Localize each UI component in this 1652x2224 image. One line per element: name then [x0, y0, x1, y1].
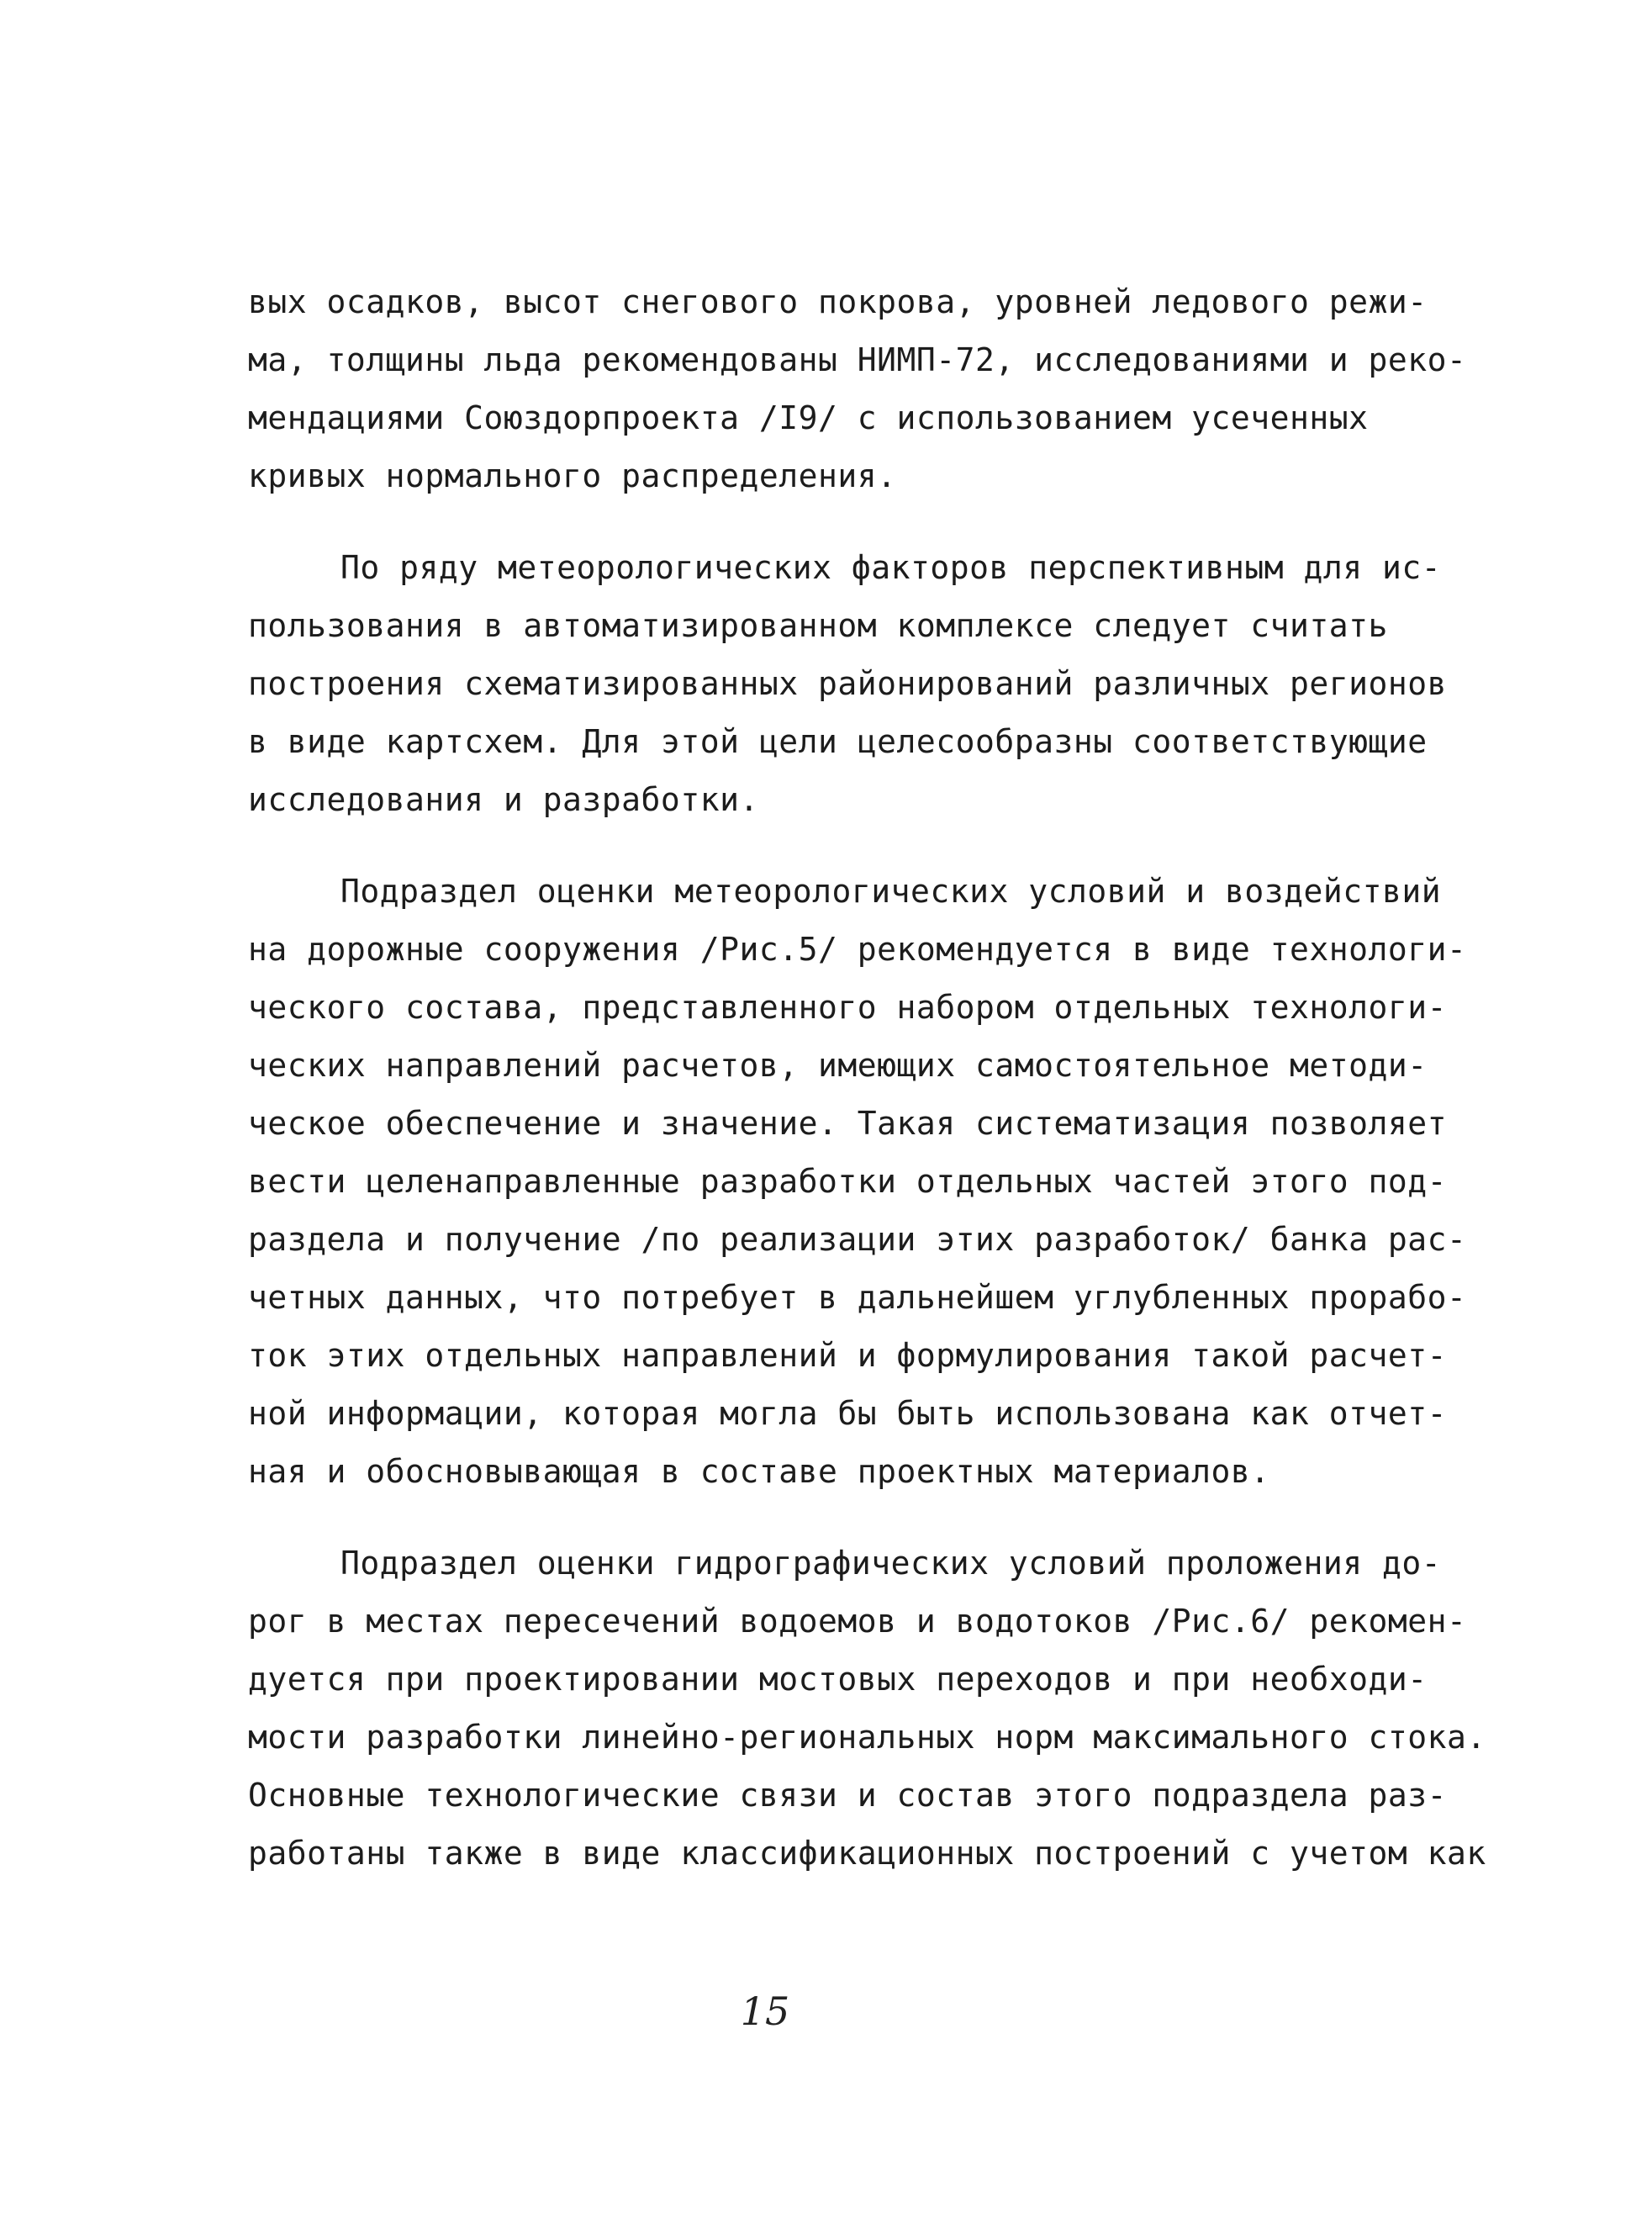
- text-line: Подраздел оценки метеорологических условий и воздействий: [340, 873, 1442, 910]
- text-line: Подраздел оценки гидрографических условий проложения до-: [340, 1545, 1442, 1582]
- text-line: мости разработки линейно-региональных норм максимального стока.: [248, 1719, 1486, 1756]
- text-line: ма, толщины льда рекомендованы НИМП-72, исследованиями и реко-: [248, 341, 1467, 378]
- text-line: четных данных, что потребует в дальнейшем углубленных прорабо-: [248, 1279, 1467, 1316]
- text-line: на дорожные сооружения /Рис.5/ рекомендуется в виде технологи-: [248, 931, 1467, 968]
- text-line: вых осадков, высот снегового покрова, уровней ледового режи-: [248, 283, 1428, 320]
- text-line: По ряду метеорологических факторов перспективным для ис-: [340, 549, 1442, 586]
- page-number: 15: [740, 1989, 790, 2034]
- text-line: ческое обеспечение и значение. Такая систематизация позволяет: [248, 1105, 1448, 1142]
- text-line: в виде картсхем. Для этой цели целесообразны соответствующие: [248, 723, 1428, 760]
- text-line: исследования и разработки.: [248, 781, 759, 818]
- text-line: раздела и получение /по реализации этих разработок/ банка рас-: [248, 1221, 1467, 1258]
- text-line: построения схематизированных районирований различных регионов: [248, 665, 1448, 702]
- paragraph-4: [248, 1535, 1486, 1883]
- text-line: ческих направлений расчетов, имеющих самостоятельное методи-: [248, 1047, 1428, 1084]
- text-line: пользования в автоматизированном комплексе следует считать: [248, 607, 1388, 644]
- paragraph-1: [248, 273, 1467, 505]
- body-text: [248, 273, 1486, 1883]
- paragraph-spacer: [248, 829, 1375, 863]
- text-line: ческого состава, представленного набором отдельных технологи-: [248, 989, 1448, 1026]
- paragraph-spacer: [248, 505, 1375, 539]
- text-line: кривых нормального распределения.: [248, 457, 897, 494]
- text-line: ная и обосновывающая в составе проектных материалов.: [248, 1453, 1270, 1490]
- text-line: ток этих отдельных направлений и формулирования такой расчет-: [248, 1337, 1448, 1374]
- text-line: дуется при проектировании мостовых переходов и при необходи-: [248, 1661, 1428, 1698]
- text-line: ной информации, которая могла бы быть использована как отчет-: [248, 1395, 1448, 1432]
- paragraph-spacer: [248, 1501, 1375, 1535]
- text-line: мендациями Союздорпроекта /I9/ с использованием усеченных: [248, 399, 1369, 436]
- paragraph-3: [248, 863, 1467, 1501]
- text-line: работаны также в виде классификационных построений с учетом как: [248, 1835, 1486, 1872]
- text-line: Основные технологические связи и состав этого подраздела раз-: [248, 1777, 1448, 1814]
- text-line: вести целенаправленные разработки отдельных частей этого под-: [248, 1163, 1448, 1200]
- text-line: рог в местах пересечений водоемов и водотоков /Рис.6/ рекомен-: [248, 1603, 1467, 1640]
- paragraph-2: [248, 539, 1448, 829]
